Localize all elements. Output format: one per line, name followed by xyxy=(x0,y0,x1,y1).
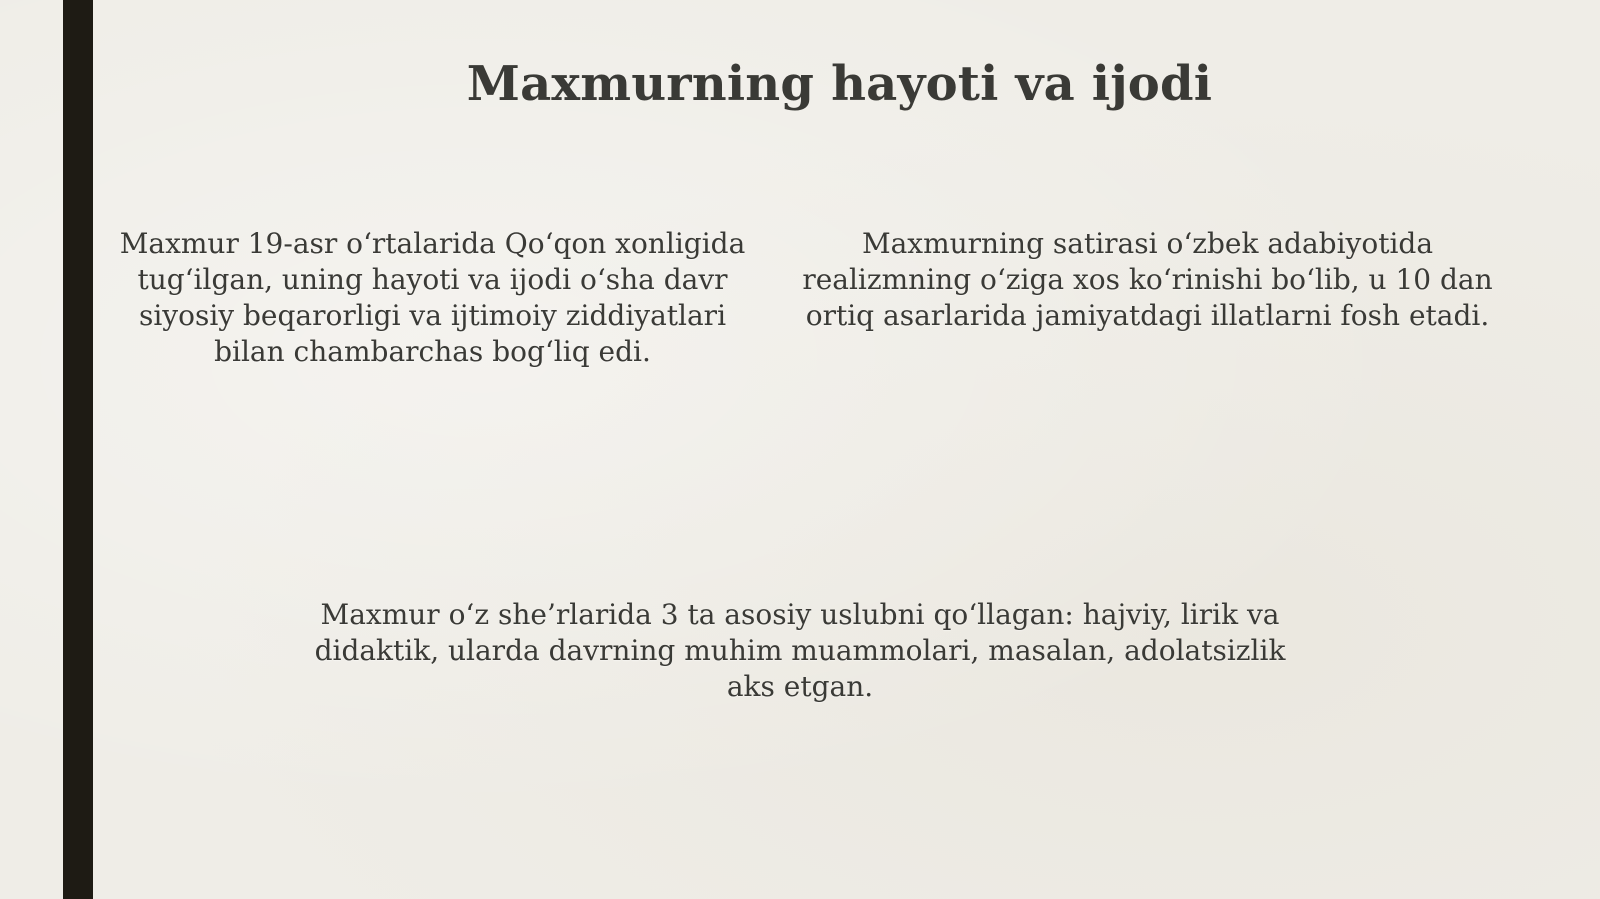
paragraph-right: Maxmurning satirasi o‘zbek adabiyotida realizmning o‘ziga xos ko‘rinishi bo‘lib, u 10 dan ortiq asarlarida jamiyatdagi illatlarni fosh etadi. xyxy=(802,227,1493,332)
paragraph-left: Maxmur 19-asr o‘rtalarida Qo‘qon xonligida tug‘ilgan, uning hayoti va ijodi o‘sha davr siyosiy beqarorligi va ijtimoiy ziddiyatlari bilan chambarchas bog‘liq edi. xyxy=(119,227,746,368)
accent-bar xyxy=(63,0,93,899)
slide-title: Maxmurning hayoti va ijodi xyxy=(466,56,1213,112)
paragraph-bottom: Maxmur o‘z she’rlarida 3 ta asosiy uslubni qo‘llagan: hajviy, lirik va didaktik, ularda davrning muhim muammolari, masalan, adolatsizlik aks etgan. xyxy=(314,598,1286,703)
